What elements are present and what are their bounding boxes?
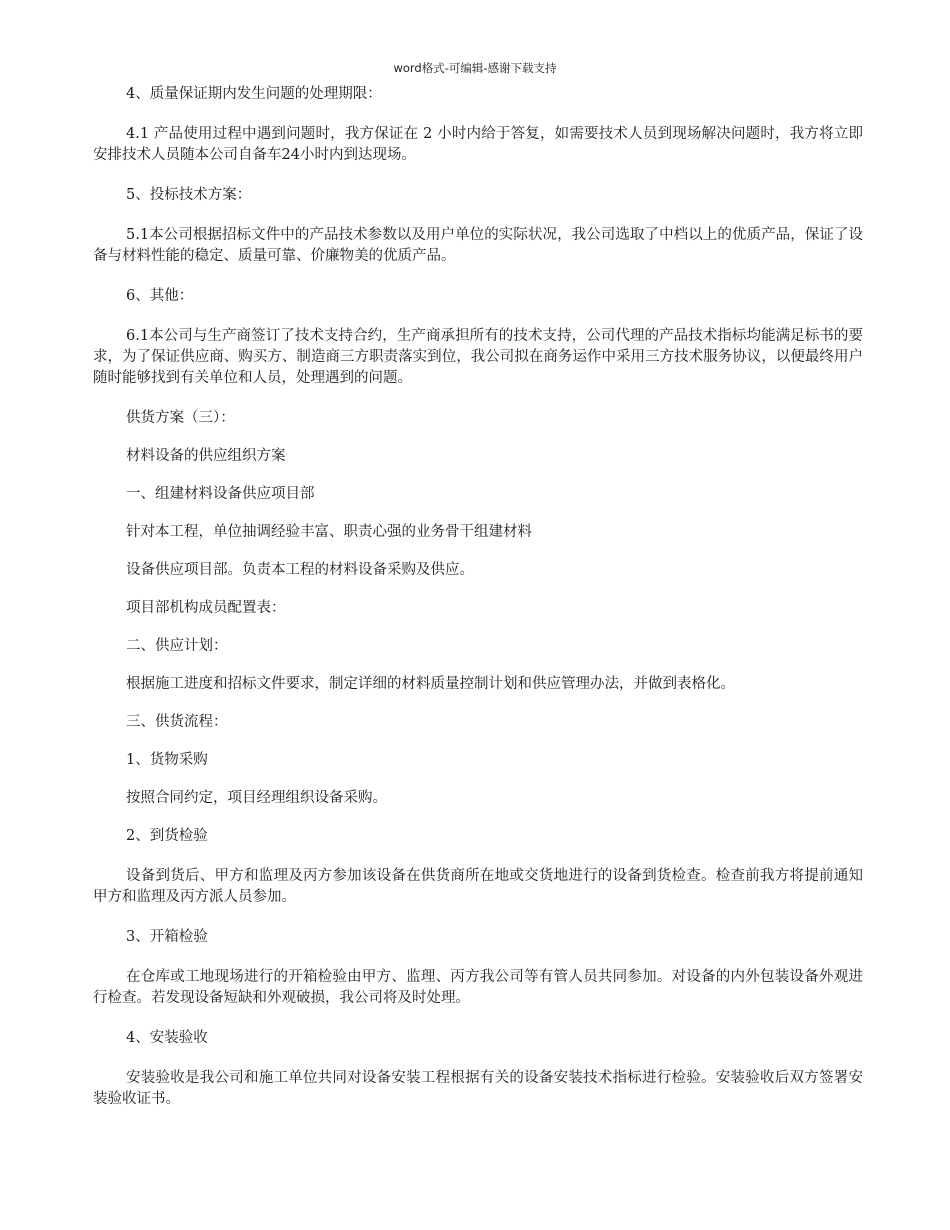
page-header: word格式-可编辑-感谢下载支持 bbox=[393, 61, 557, 75]
heading-supply-organization: 材料设备的供应组织方案 bbox=[126, 448, 286, 464]
paragraph-4-1: 4.1 产品使用过程中遇到问题时，我方保证在 2 小时内给于答复，如需要技术人员到现场解决问题时，我方将立即安排技术人员随本公司自备车24小时内到达现场。 bbox=[93, 126, 863, 163]
heading-4-warranty-handling: 4、质量保证期内发生问题的处理期限： bbox=[126, 86, 382, 102]
heading-step-3: 3、开箱检验 bbox=[126, 929, 208, 945]
paragraph-6-1: 6.1本公司与生产商签订了技术支持合约，生产商承担所有的技术支持，公司代理的产品技术指标均能满足标书的要求，为了保证供应商、购买方、制造商三方职责落实到位，我公司拟在商务运作中采用三方技术服务协议，以便最终用户随时能够找到有关单位和人员，处理遇到的问题。 bbox=[93, 328, 863, 386]
heading-step-2: 2、到货检验 bbox=[126, 828, 208, 844]
paragraph-staff-table-title: 项目部机构成员配置表： bbox=[126, 600, 286, 616]
heading-section-1: 一、组建材料设备供应项目部 bbox=[126, 486, 315, 502]
paragraph-step-1: 按照合同约定，项目经理组织设备采购。 bbox=[126, 790, 387, 806]
paragraph-section-2: 根据施工进度和招标文件要求，制定详细的材料质量控制计划和供应管理办法，并做到表格化。 bbox=[126, 676, 735, 692]
heading-step-1: 1、货物采购 bbox=[126, 752, 208, 768]
paragraph-step-3: 在仓库或工地现场进行的开箱检验由甲方、监理、丙方我公司等有管人员共同参加。对设备的内外包装设备外观进行检查。若发现设备短缺和外观破损，我公司将及时处理。 bbox=[93, 969, 863, 1006]
paragraph-step-2: 设备到货后、甲方和监理及丙方参加该设备在供货商所在地或交货地进行的设备到货检查。检查前我方将提前通知甲方和监理及丙方派人员参加。 bbox=[93, 868, 863, 905]
paragraph-5-1: 5.1本公司根据招标文件中的产品技术参数以及用户单位的实际状况，我公司选取了中档以上的优质产品，保证了设备与材料性能的稳定、质量可靠、价廉物美的优质产品。 bbox=[93, 227, 863, 264]
document-body bbox=[93, 84, 863, 1129]
heading-section-3: 三、供货流程： bbox=[126, 714, 228, 730]
paragraph-step-4: 安装验收是我公司和施工单位共同对设备安装工程根据有关的设备安装技术指标进行检验。安装验收后双方签署安装验收证书。 bbox=[93, 1070, 863, 1107]
heading-6-other: 6、其他： bbox=[126, 288, 194, 304]
heading-5-technical-plan: 5、投标技术方案： bbox=[126, 187, 252, 203]
paragraph-section-1-a: 针对本工程，单位抽调经验丰富、职责心强的业务骨干组建材料 bbox=[126, 524, 532, 540]
heading-supply-plan-3: 供货方案（三）： bbox=[126, 410, 235, 426]
heading-step-4: 4、安装验收 bbox=[126, 1030, 208, 1046]
paragraph-section-1-b: 设备供应项目部。负责本工程的材料设备采购及供应。 bbox=[126, 562, 474, 578]
heading-section-2: 二、供应计划： bbox=[126, 638, 228, 654]
